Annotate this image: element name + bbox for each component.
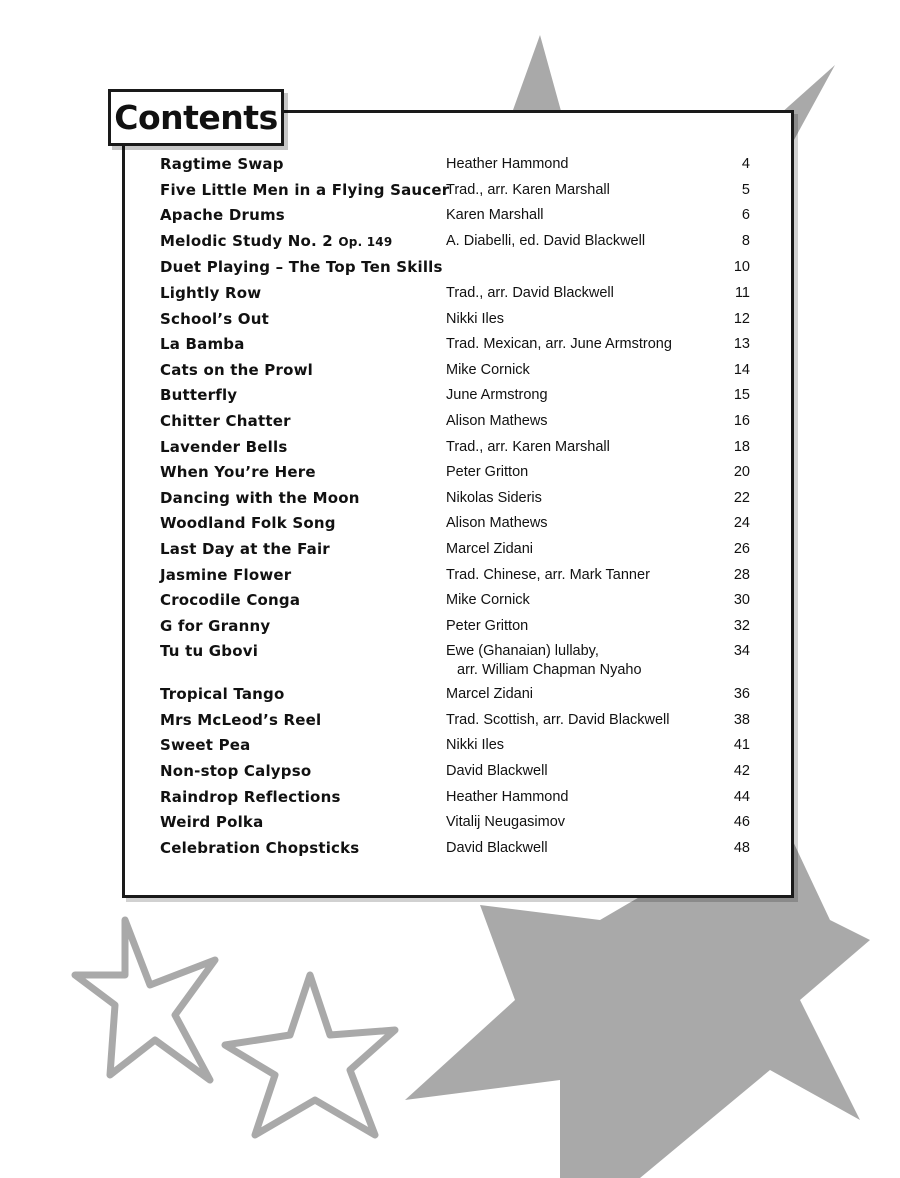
composer: Trad., arr. Karen Marshall (446, 181, 610, 198)
list-item (160, 812, 752, 832)
page-number: 14 (733, 361, 750, 378)
piece-title: Celebration Chopsticks (160, 838, 360, 857)
page-number: 22 (733, 489, 750, 506)
list-item (160, 787, 752, 807)
page-number: 15 (733, 387, 750, 404)
list-item (160, 283, 752, 303)
piece-title: Lightly Row (160, 283, 262, 302)
outline-star-right-icon (225, 975, 395, 1135)
page-number: 44 (733, 788, 750, 805)
list-item (160, 437, 752, 457)
composer: Mike Cornick (446, 361, 530, 378)
list-item (160, 488, 752, 508)
piece-name: Melodic Study No. 2 (160, 231, 333, 250)
composer: Karen Marshall (446, 207, 544, 224)
composer: David Blackwell (446, 763, 548, 780)
outline-star-left-icon (75, 920, 215, 1080)
list-item (160, 761, 752, 781)
piece-title: Chitter Chatter (160, 411, 291, 430)
page-number: 13 (733, 336, 750, 353)
piece-title: Raindrop Reflections (160, 787, 341, 806)
page-number: 10 (733, 259, 750, 276)
page-number: 18 (733, 438, 750, 455)
composer: Peter Gritton (446, 464, 529, 481)
page-number: 12 (733, 310, 750, 327)
page-number: 46 (733, 814, 750, 831)
contents-list (160, 154, 752, 863)
composer: Marcel Zidani (446, 686, 534, 703)
piece-title: Five Little Men in a Flying Saucer (160, 180, 450, 199)
page-number: 30 (733, 592, 750, 609)
page-number: 5 (741, 181, 750, 198)
list-item (160, 684, 752, 704)
composer-line-1: Ewe (Ghanaian) lullaby, (446, 643, 599, 660)
list-item (160, 735, 752, 755)
list-item (160, 710, 752, 730)
piece-title: Jasmine Flower (160, 565, 292, 584)
composer: Nikki Iles (446, 310, 505, 327)
piece-title: Woodland Folk Song (160, 514, 336, 533)
composer: Trad. Mexican, arr. June Armstrong (446, 336, 672, 353)
piece-title: Lavender Bells (160, 437, 288, 456)
page-number: 42 (733, 763, 750, 780)
composer: Trad. Chinese, arr. Mark Tanner (446, 566, 650, 583)
page-number: 24 (733, 515, 750, 532)
page-number: 20 (733, 464, 750, 481)
page-number: 11 (734, 284, 750, 301)
piece-title: Non-stop Calypso (160, 762, 312, 781)
piece-title: Dancing with the Moon (160, 488, 360, 507)
page-number: 32 (733, 617, 750, 634)
opus-number: Op. 149 (338, 234, 393, 249)
page-number: 48 (733, 839, 750, 856)
composer: David Blackwell (446, 839, 548, 856)
composer: Trad., arr. David Blackwell (446, 284, 614, 301)
piece-title: Last Day at the Fair (160, 539, 330, 558)
page-number: 36 (733, 686, 750, 703)
list-item (160, 180, 752, 200)
composer: Alison Mathews (446, 515, 548, 532)
page-number: 28 (733, 566, 750, 583)
piece-title: Cats on the Prowl (160, 360, 313, 379)
list-item (160, 616, 752, 636)
list-item (160, 513, 752, 533)
list-item (160, 590, 752, 610)
composer (446, 257, 706, 258)
list-item (160, 539, 752, 559)
page-number: 4 (741, 156, 750, 172)
piece-title: G for Granny (160, 616, 271, 635)
list-item (160, 565, 752, 585)
page-title: Contents (114, 98, 278, 137)
page-number: 8 (741, 232, 750, 249)
piece-title: Ragtime Swap (160, 155, 284, 173)
composer: Heather Hammond (446, 156, 569, 172)
composer-line-2: arr. William Chapman Nyaho (457, 662, 642, 679)
composer: Alison Mathews (446, 412, 548, 429)
composer: Trad., arr. Karen Marshall (446, 438, 610, 455)
composer: Vitalij Neugasimov (446, 814, 566, 831)
composer: Nikki Iles (446, 737, 505, 754)
list-item (160, 411, 752, 431)
piece-title: Tu tu Gbovi (160, 642, 259, 661)
page-number: 26 (733, 540, 750, 557)
composer: Mike Cornick (446, 592, 530, 609)
list-item (160, 309, 752, 329)
piece-title: Crocodile Conga (160, 591, 301, 610)
composer (446, 641, 706, 680)
composer: Nikolas Sideris (446, 489, 542, 506)
list-item (160, 462, 752, 482)
list-item (160, 360, 752, 380)
piece-title: Mrs McLeod’s Reel (160, 710, 322, 729)
piece-title: Apache Drums (160, 206, 285, 225)
piece-title: Weird Polka (160, 813, 264, 832)
composer: Trad. Scottish, arr. David Blackwell (446, 711, 670, 728)
piece-title: When You’re Here (160, 463, 316, 482)
page-number: 34 (733, 643, 750, 660)
list-item (160, 641, 752, 680)
piece-title: Sweet Pea (160, 736, 251, 755)
composer: Heather Hammond (446, 788, 569, 805)
list-item (160, 385, 752, 405)
piece-title: Duet Playing – The Top Ten Skills (160, 258, 443, 277)
piece-title: Butterfly (160, 386, 238, 405)
piece-title: Tropical Tango (160, 685, 285, 704)
page-number: 38 (733, 711, 750, 728)
list-item (160, 154, 752, 174)
composer: Peter Gritton (446, 617, 529, 634)
list-item (160, 205, 752, 225)
page-number: 6 (741, 207, 750, 224)
piece-title (160, 231, 446, 252)
composer: Marcel Zidani (446, 540, 534, 557)
list-item (160, 257, 752, 277)
list-item (160, 838, 752, 858)
piece-title: La Bamba (160, 335, 245, 354)
list-item (160, 334, 752, 354)
page-number: 16 (733, 412, 750, 429)
composer: A. Diabelli, ed. David Blackwell (446, 232, 646, 249)
composer: June Armstrong (446, 387, 548, 404)
contents-title-box (108, 89, 284, 146)
list-item (160, 231, 752, 252)
piece-title: School’s Out (160, 309, 269, 328)
page-number: 41 (733, 737, 750, 754)
